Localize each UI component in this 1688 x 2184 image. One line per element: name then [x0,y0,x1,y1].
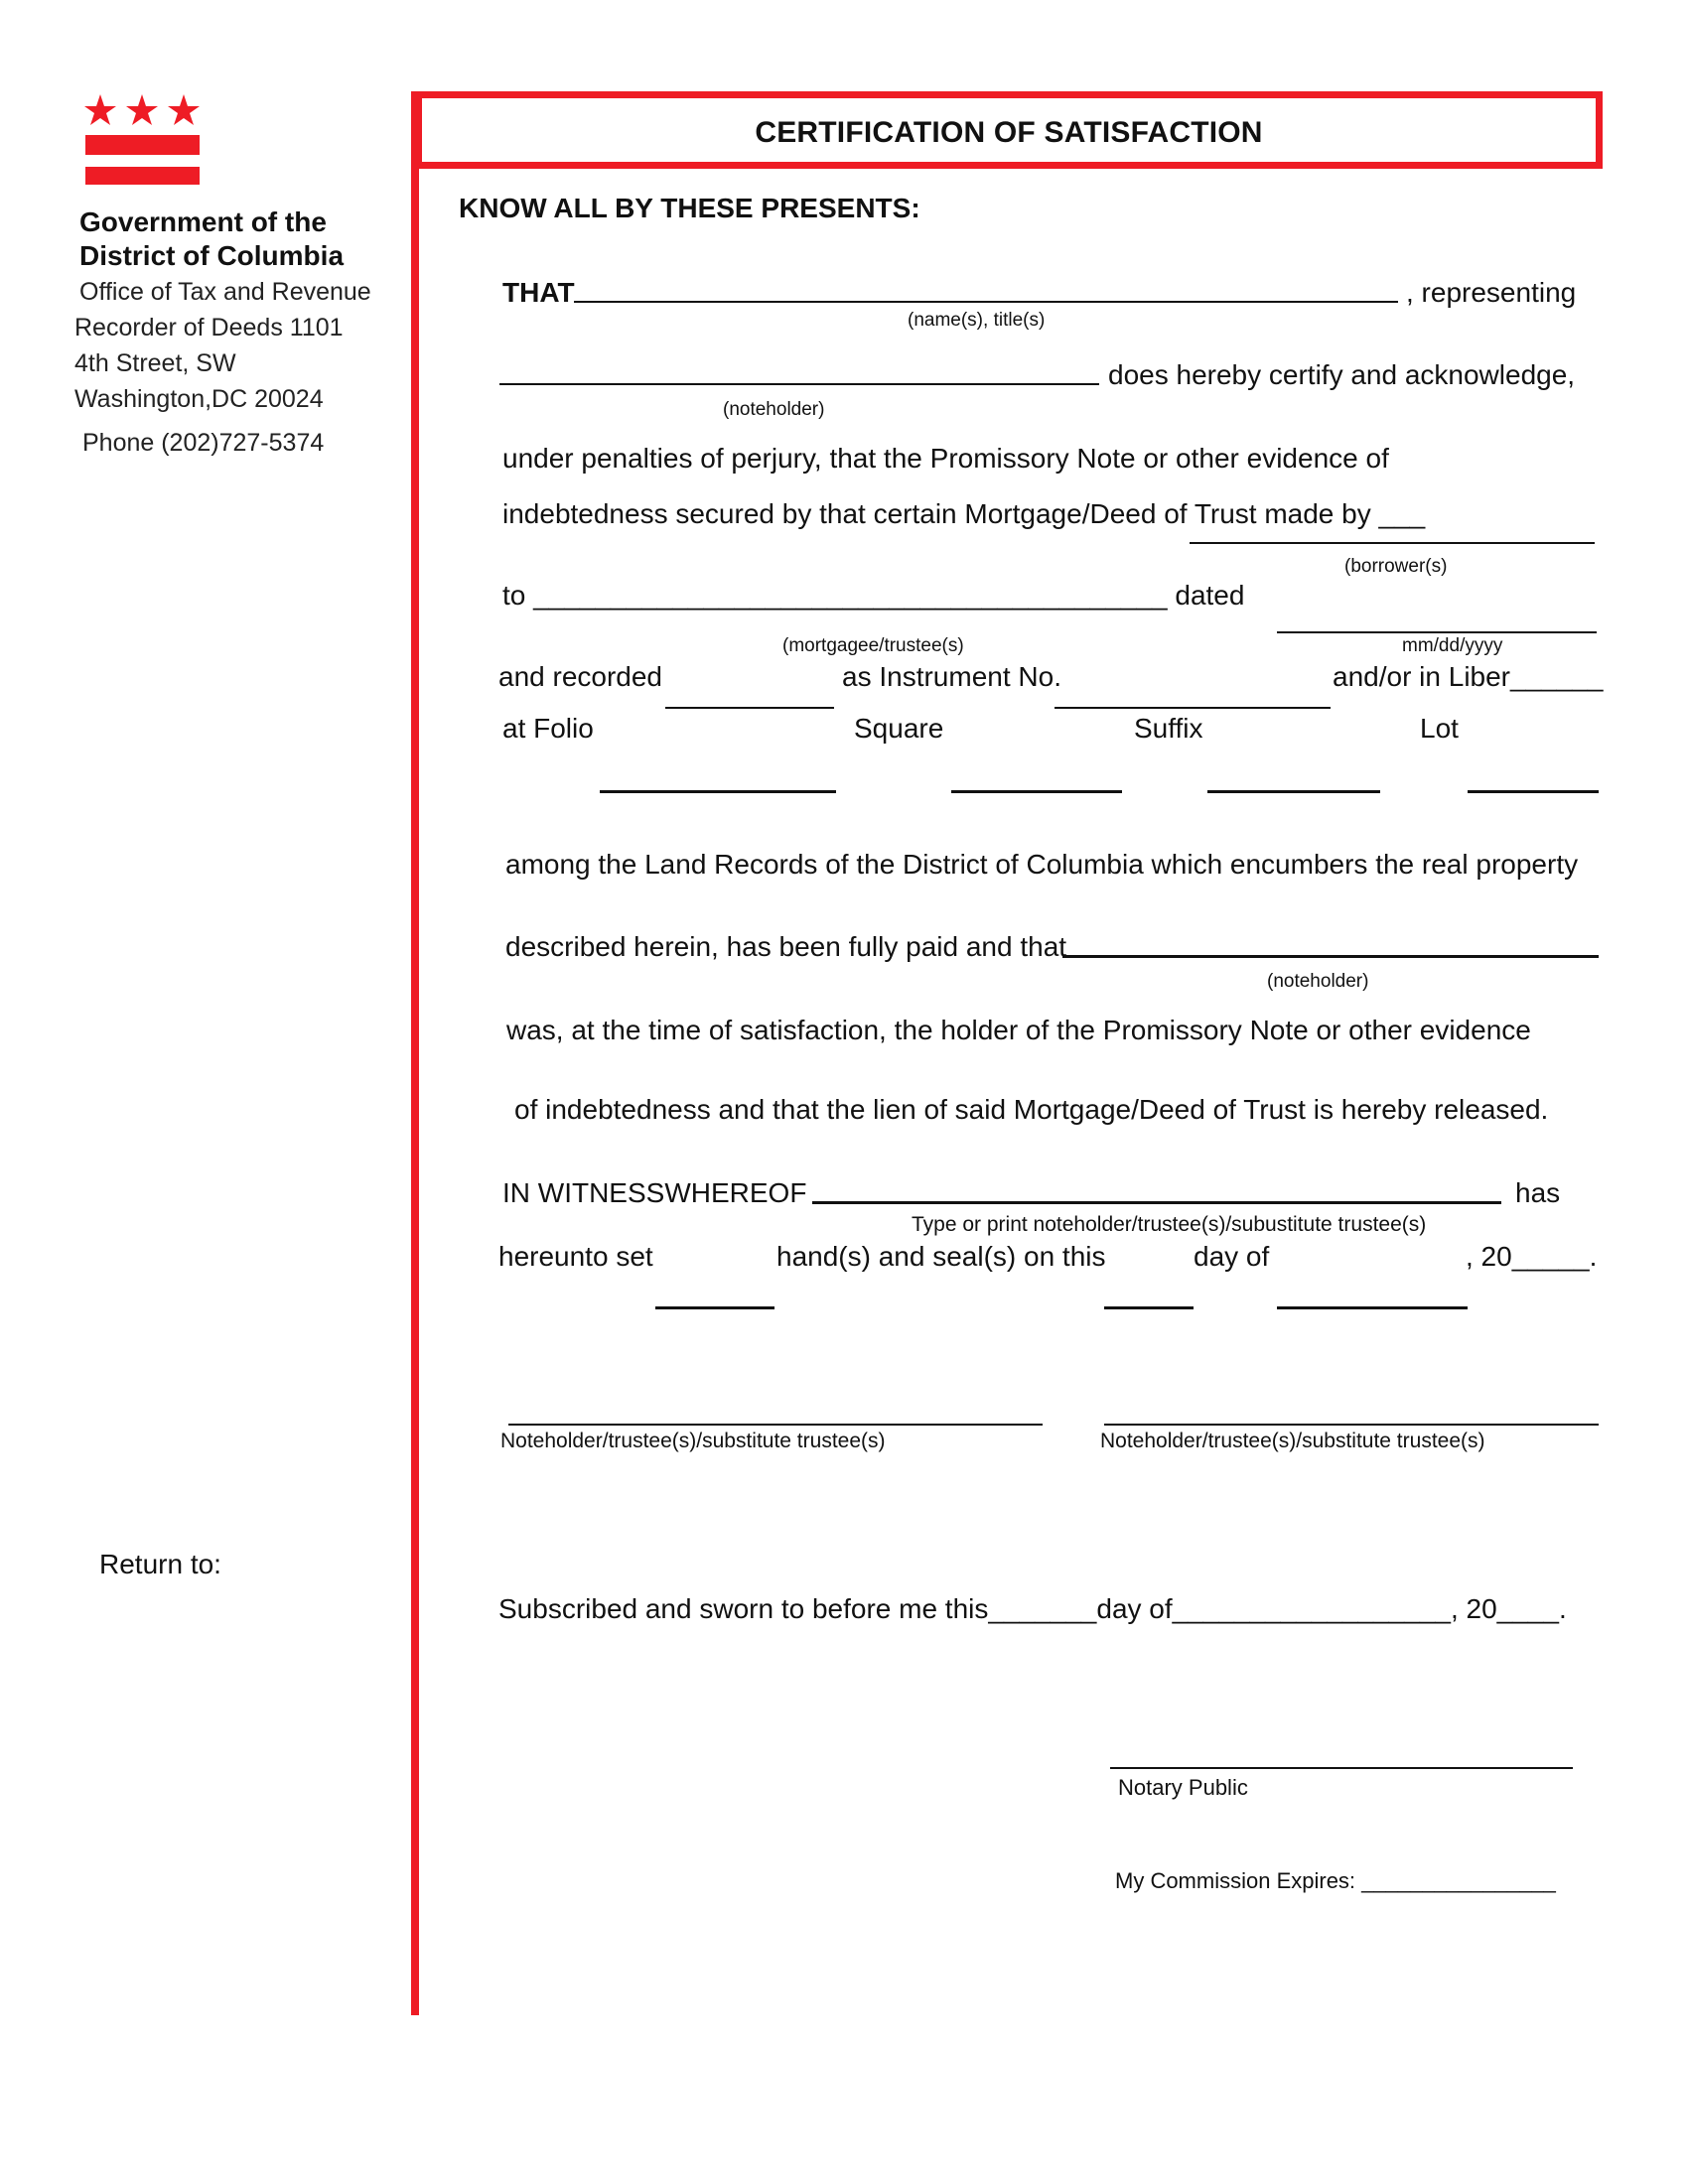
month-field[interactable] [1277,1306,1468,1309]
gov-title-line2: District of Columbia [79,240,345,271]
has-text: has [1515,1177,1561,1208]
noteholder-field-2[interactable] [1062,955,1599,958]
date-caption: mm/dd/yyyy [1402,635,1503,656]
phone-number: Phone (202)727-5374 [82,429,325,457]
released-text: of indebtedness and that the lien of said Mortgage/Deed of Trust is hereby released. [514,1094,1549,1125]
to-dated-text: to _________________________________________ dated [502,580,1245,611]
that-label: THAT [502,277,575,308]
land-records-text: among the Land Records of the District of Columbia which encumbers the real property [505,849,1579,880]
and-recorded-text: and recorded [498,661,663,692]
signature-line-1[interactable] [508,1424,1043,1426]
signature-line-2[interactable] [1104,1424,1599,1426]
subscribed-text: Subscribed and sworn to before me this_______day of__________________, 20____. [498,1593,1567,1624]
year-text: , 20_____. [1466,1241,1598,1272]
liber-text: and/or in Liber______ [1333,661,1604,692]
hereunto-text: hereunto set [498,1241,653,1272]
instrument-text: as Instrument No. [842,661,1061,692]
day-of-text: day of [1194,1241,1270,1272]
commission-expires-text: My Commission Expires: ________________ [1115,1868,1556,1893]
form-title: CERTIFICATION OF SATISFACTION [755,116,1263,149]
representing-text: , representing [1406,277,1577,308]
title-box [415,91,1603,169]
lot-label: Lot [1420,713,1459,744]
suffix-label: Suffix [1134,713,1203,744]
date-field[interactable] [1277,631,1597,633]
signature-caption-1: Noteholder/trustee(s)/substitute trustee(s) [500,1430,886,1452]
indebtedness-text: indebtedness secured by that certain Mortgage/Deed of Trust made by ___ [502,498,1426,529]
flag-bar-bottom [85,167,200,185]
certify-text: does hereby certify and acknowledge, [1108,359,1576,390]
type-print-caption: Type or print noteholder/trustee(s)/subustitute trustee(s) [912,1213,1427,1236]
know-all-heading: KNOW ALL BY THESE PRESENTS: [459,193,920,223]
instrument-field[interactable] [1055,707,1331,709]
names-field[interactable] [574,301,1398,303]
witness-text: IN WITNESSWHEREOF [502,1177,807,1208]
address-office: Office of Tax and Revenue [79,278,371,306]
fully-paid-text: described herein, has been fully paid and that [505,931,1067,962]
return-to-label: Return to: [99,1549,221,1579]
star-icon [125,93,159,127]
suffix-field[interactable] [1207,790,1380,793]
notary-signature-line[interactable] [1110,1767,1573,1769]
names-caption: (name(s), title(s) [908,310,1046,331]
perjury-text: under penalties of perjury, that the Promissory Note or other evidence of [502,443,1389,474]
address-recorder: Recorder of Deeds 1101 [74,314,344,341]
holder-text: was, at the time of satisfaction, the holder of the Promissory Note or other evidence [506,1015,1531,1045]
noteholder-field[interactable] [499,383,1099,385]
notary-public-label: Notary Public [1118,1775,1248,1800]
signature-caption-2: Noteholder/trustee(s)/substitute trustee(s) [1100,1430,1485,1452]
lot-field[interactable] [1468,790,1599,793]
square-field[interactable] [951,790,1122,793]
noteholder-caption-2: (noteholder) [1267,971,1369,992]
borrower-caption: (borrower(s) [1344,556,1448,577]
red-margin-line [411,91,419,2015]
day-field[interactable] [1104,1306,1194,1309]
borrower-field[interactable] [1190,542,1595,544]
square-label: Square [854,713,944,744]
address-street: 4th Street, SW [74,349,236,377]
flag-bar-top [85,135,200,155]
hands-seals-text: hand(s) and seal(s) on this [776,1241,1106,1272]
witness-name-field[interactable] [812,1201,1501,1204]
recorded-date-field[interactable] [665,707,834,709]
folio-field[interactable] [600,790,836,793]
folio-label: at Folio [502,713,594,744]
pronoun-field[interactable] [655,1306,774,1309]
address-city: Washington,DC 20024 [74,385,324,413]
mortgagee-caption: (mortgagee/trustee(s) [782,635,964,656]
gov-title-line1: Government of the [79,206,327,237]
star-icon [83,93,117,127]
star-icon [167,93,201,127]
noteholder-caption: (noteholder) [723,399,825,420]
